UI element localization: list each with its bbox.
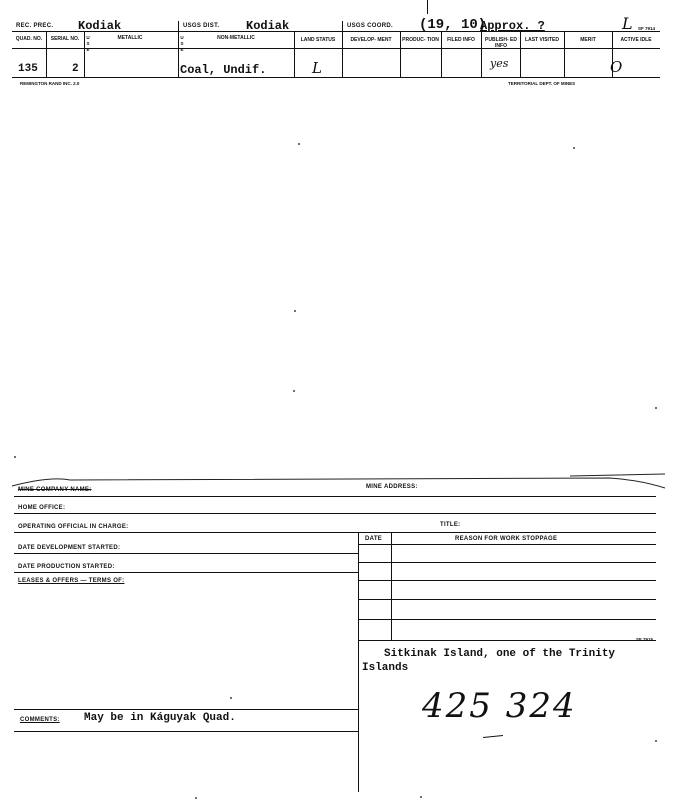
column-divider (84, 31, 85, 77)
home-office-rule (14, 513, 656, 514)
stoppage-row-rule (358, 599, 656, 600)
operating-official-rule (14, 532, 656, 533)
column-divider (441, 31, 442, 77)
col-last-visited: LAST VISITED (525, 37, 559, 43)
department-name: TERRITORIAL DEPT. OF MINES (508, 81, 576, 86)
usgs-coord-value: (19, 10) (419, 17, 487, 33)
scan-speck (294, 310, 296, 312)
cell-serial-no: 2 (72, 63, 79, 75)
corner-mark: L (622, 14, 633, 33)
column-divider (481, 31, 482, 77)
center-divider (358, 532, 359, 792)
handwritten-underscore (483, 735, 503, 738)
dev-started-label: DATE DEVELOPMENT STARTED: (18, 545, 121, 551)
column-divider (342, 31, 343, 77)
col-use-b: U S E (180, 35, 184, 52)
date-column-divider (391, 532, 392, 640)
card-top-edge (10, 466, 670, 492)
column-divider (294, 31, 295, 77)
stoppage-row-rule (358, 619, 656, 620)
home-office-label: HOME OFFICE: (18, 505, 66, 511)
leases-label: LEASES & OFFERS — TERMS OF: (18, 578, 125, 584)
scan-speck (420, 796, 422, 798)
column-rule (12, 48, 660, 49)
scan-speck (655, 740, 657, 742)
cell-quad-no: 135 (18, 63, 38, 75)
cell-published-info: yes (490, 57, 509, 70)
mine-address-label: MINE ADDRESS: (366, 484, 418, 490)
prod-started-label: DATE PRODUCTION STARTED: (18, 564, 115, 570)
stoppage-row-rule (358, 580, 656, 581)
comments-label: COMMENTS: (20, 717, 60, 723)
rec-prec-label: REC. PREC. (16, 23, 54, 29)
col-land-status: LAND STATUS (300, 37, 336, 43)
col-production: PRODUC- TION (402, 37, 439, 43)
mine-company-rule (14, 496, 656, 497)
scan-speck (298, 143, 300, 145)
printer-imprint: REMINGTON RAND INC. 2.0 (20, 81, 80, 86)
column-divider (564, 31, 565, 77)
operating-official-label: OPERATING OFFICIAL IN CHARGE: (18, 524, 129, 530)
scan-speck (655, 407, 657, 409)
cell-non-metallic: Coal, Undif. (180, 63, 267, 77)
work-stoppage-header-rule (358, 544, 656, 545)
comments-value: May be in Káguyak Quad. (84, 712, 236, 724)
prod-started-rule (14, 572, 358, 573)
location-line-2: Islands (362, 662, 409, 674)
col-development: DEVELOP- MENT (350, 37, 392, 43)
usgs-coord-label: USGS COORD. (347, 23, 393, 29)
col-serial-no: SERIAL NO. (50, 36, 80, 42)
dev-started-rule (14, 553, 358, 554)
scan-speck (293, 390, 295, 392)
column-divider (400, 31, 401, 77)
col-quad-no: QUAD. NO. (15, 36, 43, 42)
comments-rule (14, 731, 358, 732)
usgs-dist-label: USGS DIST. (183, 23, 220, 29)
column-divider (520, 31, 521, 77)
cell-land-status: L (312, 59, 322, 77)
location-line-1: Sitkinak Island, one of the Trinity (384, 648, 616, 660)
scan-speck (14, 456, 16, 458)
mine-company-label: MINE COMPANY NAME: (18, 487, 92, 493)
cell-active-idle: O (610, 58, 623, 76)
col-non-metallic: NON-METALLIC (217, 35, 255, 41)
usgs-dist-value: Kodiak (246, 19, 290, 33)
reason-label: REASON FOR WORK STOPPAGE (455, 536, 558, 542)
column-divider (178, 31, 179, 77)
col-filed-info: FILED INFO (447, 37, 475, 43)
date-label: DATE (365, 536, 383, 542)
col-active-idle: ACTIVE IDLE (620, 37, 652, 43)
col-published-info: PUBLISH- ED INFO (485, 37, 517, 49)
form-number-bottom: SF 7915 (636, 637, 654, 642)
row-rule (12, 77, 660, 78)
scan-speck (230, 697, 232, 699)
stoppage-row-rule (358, 562, 656, 563)
title-label: TITLE: (440, 522, 461, 528)
scan-speck (195, 797, 197, 799)
scan-speck (573, 147, 575, 149)
handwritten-number: 425 324 (422, 686, 577, 726)
stoppage-row-rule (358, 640, 656, 641)
col-metallic: METALLIC (117, 35, 143, 41)
approx-value: Approx. ? (480, 19, 545, 33)
top-tick (427, 0, 428, 14)
col-merit: MERIT (580, 37, 596, 43)
comments-top-rule (14, 709, 358, 710)
rec-prec-value: Kodiak (78, 19, 122, 33)
col-use-a: U S E (86, 35, 90, 52)
form-number-top: SF 7914 (638, 26, 656, 31)
